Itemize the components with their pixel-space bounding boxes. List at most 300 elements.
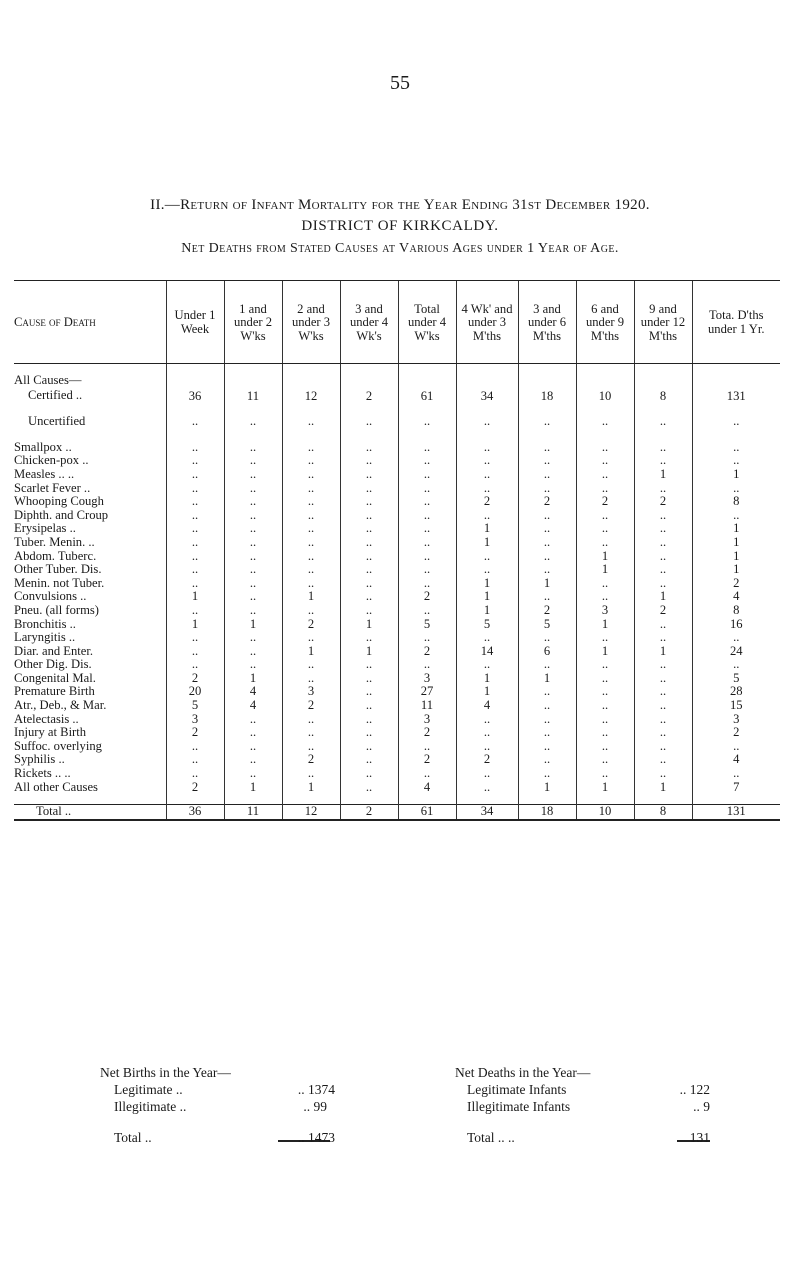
- value-cell: 5: [456, 618, 518, 632]
- cause-cell: Certified ..: [28, 387, 83, 402]
- value-cell: ..: [282, 713, 340, 727]
- value-cell: ..: [634, 441, 692, 455]
- value-cell: ..: [634, 509, 692, 523]
- value-cell: ..: [634, 482, 692, 496]
- net-births-legitimate-label: Legitimate ..: [114, 1082, 183, 1097]
- value-cell: ..: [282, 550, 340, 564]
- value-cell: ..: [634, 403, 692, 441]
- value-cell: ..: [692, 658, 780, 672]
- value-cell: 1: [518, 672, 576, 686]
- value-cell: ..: [340, 604, 398, 618]
- value-cell: 5: [166, 699, 224, 713]
- spacer-cell: [518, 364, 576, 388]
- value-cell: ..: [456, 563, 518, 577]
- value-cell: 1: [456, 577, 518, 591]
- value-cell: ..: [398, 403, 456, 441]
- cause-cell: Other Tuber. Dis.: [14, 562, 102, 577]
- value-cell: ..: [282, 536, 340, 550]
- value-cell: ..: [282, 468, 340, 482]
- value-cell: ..: [576, 726, 634, 740]
- value-cell: ..: [340, 495, 398, 509]
- value-cell: 36: [166, 388, 224, 404]
- value-cell: 1: [456, 604, 518, 618]
- value-cell: ..: [340, 767, 398, 781]
- value-cell: ..: [518, 482, 576, 496]
- value-cell: ..: [576, 685, 634, 699]
- header-col-10: Tota. D'ths under 1 Yr.: [692, 281, 780, 364]
- net-births-illegitimate-row: [100, 1098, 335, 1115]
- value-cell: 131: [692, 388, 780, 404]
- table-row: [14, 468, 780, 482]
- value-cell: 1: [456, 672, 518, 686]
- value-cell: ..: [224, 468, 282, 482]
- spacer-cell: [634, 364, 692, 388]
- table-row: [14, 590, 780, 604]
- value-cell: ..: [456, 726, 518, 740]
- value-cell: 3: [282, 685, 340, 699]
- value-cell: ..: [166, 645, 224, 659]
- value-cell: 1: [518, 577, 576, 591]
- value-cell: ..: [576, 454, 634, 468]
- table-row: [14, 713, 780, 727]
- value-cell: ..: [340, 454, 398, 468]
- value-cell: ..: [634, 658, 692, 672]
- value-cell: 2: [282, 753, 340, 767]
- value-cell: ..: [398, 767, 456, 781]
- value-cell: ..: [166, 441, 224, 455]
- value-cell: 2: [340, 805, 398, 820]
- net-births-heading: Net Births in the Year—: [100, 1065, 231, 1080]
- value-cell: ..: [282, 726, 340, 740]
- value-cell: ..: [340, 740, 398, 754]
- value-cell: ..: [398, 577, 456, 591]
- net-deaths-heading: Net Deaths in the Year—: [455, 1065, 591, 1080]
- value-cell: ..: [282, 658, 340, 672]
- value-cell: 1: [224, 672, 282, 686]
- value-cell: ..: [340, 631, 398, 645]
- value-cell: 1: [634, 590, 692, 604]
- value-cell: ..: [166, 753, 224, 767]
- value-cell: ..: [340, 482, 398, 496]
- value-cell: ..: [692, 454, 780, 468]
- value-cell: ..: [282, 577, 340, 591]
- value-cell: ..: [576, 658, 634, 672]
- district-title: DISTRICT OF KIRKCALDY.: [301, 218, 499, 234]
- value-cell: ..: [456, 509, 518, 523]
- value-cell: ..: [224, 454, 282, 468]
- value-cell: 6: [518, 645, 576, 659]
- table-row: [14, 495, 780, 509]
- value-cell: ..: [576, 577, 634, 591]
- value-cell: ..: [398, 604, 456, 618]
- cause-cell: Syphilis ..: [14, 752, 65, 767]
- value-cell: ..: [340, 726, 398, 740]
- table-row: [14, 509, 780, 523]
- value-cell: 5: [692, 672, 780, 686]
- value-cell: ..: [692, 767, 780, 781]
- value-cell: 1: [576, 550, 634, 564]
- value-cell: ..: [456, 441, 518, 455]
- value-cell: 8: [692, 495, 780, 509]
- value-cell: ..: [576, 672, 634, 686]
- value-cell: ..: [398, 509, 456, 523]
- table-row: [14, 604, 780, 618]
- net-deaths-total-row: [455, 1129, 710, 1146]
- value-cell: ..: [340, 403, 398, 441]
- net-deaths-block: [455, 1064, 710, 1146]
- value-cell: ..: [166, 740, 224, 754]
- value-cell: ..: [398, 495, 456, 509]
- spacer-cell: [166, 364, 224, 388]
- value-cell: ..: [398, 550, 456, 564]
- value-cell: ..: [224, 631, 282, 645]
- value-cell: 8: [692, 604, 780, 618]
- value-cell: 12: [282, 388, 340, 404]
- value-cell: ..: [282, 604, 340, 618]
- value-cell: 1: [456, 536, 518, 550]
- value-cell: 7: [692, 781, 780, 805]
- value-cell: 131: [692, 805, 780, 820]
- value-cell: ..: [634, 618, 692, 632]
- cause-cell: Measles .. ..: [14, 466, 75, 481]
- value-cell: 14: [456, 645, 518, 659]
- value-cell: ..: [282, 441, 340, 455]
- value-cell: 11: [224, 388, 282, 404]
- value-cell: 2: [634, 495, 692, 509]
- header-col-1: Under 1 Week: [166, 281, 224, 364]
- value-cell: ..: [518, 699, 576, 713]
- value-cell: ..: [166, 550, 224, 564]
- cause-cell: Atr., Deb., & Mar.: [14, 698, 107, 713]
- value-cell: ..: [692, 482, 780, 496]
- value-cell: 1: [692, 522, 780, 536]
- value-cell: 3: [692, 713, 780, 727]
- value-cell: ..: [282, 509, 340, 523]
- value-cell: ..: [166, 658, 224, 672]
- value-cell: 1: [166, 590, 224, 604]
- value-cell: ..: [224, 577, 282, 591]
- net-deaths-legitimate-label: Legitimate Infants: [467, 1082, 567, 1097]
- header-col-9: 9 and under 12 M'ths: [634, 281, 692, 364]
- value-cell: 4: [692, 590, 780, 604]
- value-cell: ..: [456, 403, 518, 441]
- cause-cell: Tuber. Menin. ..: [14, 534, 95, 549]
- cause-cell: Convulsions ..: [14, 589, 87, 604]
- value-cell: ..: [456, 631, 518, 645]
- cause-cell: Atelectasis ..: [14, 711, 79, 726]
- table-row: [14, 658, 780, 672]
- value-cell: ..: [634, 740, 692, 754]
- table-row: [14, 454, 780, 468]
- table-row: [14, 403, 780, 441]
- value-cell: 34: [456, 805, 518, 820]
- value-cell: ..: [398, 658, 456, 672]
- value-cell: ..: [456, 767, 518, 781]
- value-cell: ..: [340, 685, 398, 699]
- value-cell: 1: [634, 468, 692, 482]
- value-cell: 1: [692, 468, 780, 482]
- value-cell: ..: [456, 482, 518, 496]
- cause-cell: Diphth. and Croup: [14, 507, 109, 522]
- value-cell: ..: [456, 740, 518, 754]
- value-cell: ..: [398, 454, 456, 468]
- value-cell: ..: [282, 403, 340, 441]
- value-cell: 1: [692, 563, 780, 577]
- value-cell: ..: [518, 631, 576, 645]
- table-row: [14, 672, 780, 686]
- net-deaths-illegitimate-label: Illegitimate Infants: [467, 1099, 571, 1114]
- net-births-total-value: .. 1473: [297, 1130, 335, 1145]
- table-row: [14, 563, 780, 577]
- value-cell: ..: [576, 522, 634, 536]
- table-row: [14, 536, 780, 550]
- value-cell: 4: [692, 753, 780, 767]
- table-body: [14, 364, 780, 820]
- value-cell: 61: [398, 388, 456, 404]
- value-cell: ..: [340, 699, 398, 713]
- value-cell: ..: [340, 563, 398, 577]
- cause-cell: Congenital Mal.: [14, 670, 96, 685]
- header-row: [14, 281, 780, 364]
- spacer-cell: [398, 364, 456, 388]
- value-cell: ..: [634, 563, 692, 577]
- value-cell: ..: [576, 631, 634, 645]
- value-cell: ..: [456, 658, 518, 672]
- value-cell: ..: [224, 522, 282, 536]
- value-cell: ..: [634, 753, 692, 767]
- cause-cell: Suffoc. overlying: [14, 738, 102, 753]
- value-cell: 36: [166, 805, 224, 820]
- value-cell: 4: [224, 699, 282, 713]
- value-cell: ..: [576, 468, 634, 482]
- value-cell: ..: [224, 550, 282, 564]
- value-cell: ..: [398, 631, 456, 645]
- value-cell: 18: [518, 388, 576, 404]
- spacer-cell: [576, 364, 634, 388]
- value-cell: 1: [518, 781, 576, 805]
- value-cell: 1: [576, 563, 634, 577]
- value-cell: 10: [576, 805, 634, 820]
- value-cell: ..: [282, 631, 340, 645]
- value-cell: ..: [224, 740, 282, 754]
- value-cell: ..: [398, 536, 456, 550]
- table-row: [14, 550, 780, 564]
- table-row: [14, 645, 780, 659]
- header-col-7: 3 and under 6 M'ths: [518, 281, 576, 364]
- cause-cell: Whooping Cough: [14, 494, 104, 509]
- value-cell: ..: [340, 577, 398, 591]
- value-cell: ..: [576, 753, 634, 767]
- net-births-block: [100, 1064, 335, 1146]
- value-cell: 2: [340, 388, 398, 404]
- value-cell: ..: [518, 767, 576, 781]
- value-cell: 18: [518, 805, 576, 820]
- value-cell: 12: [282, 805, 340, 820]
- value-cell: ..: [634, 522, 692, 536]
- table-row: [14, 740, 780, 754]
- value-cell: 2: [518, 604, 576, 618]
- value-cell: 1: [340, 618, 398, 632]
- value-cell: ..: [634, 726, 692, 740]
- value-cell: ..: [224, 495, 282, 509]
- value-cell: 20: [166, 685, 224, 699]
- value-cell: 3: [398, 672, 456, 686]
- value-cell: 2: [282, 699, 340, 713]
- value-cell: ..: [456, 713, 518, 727]
- value-cell: ..: [398, 482, 456, 496]
- value-cell: ..: [518, 685, 576, 699]
- net-deaths-illegitimate-row: [455, 1098, 710, 1115]
- value-cell: ..: [576, 509, 634, 523]
- value-cell: 3: [398, 713, 456, 727]
- value-cell: ..: [518, 590, 576, 604]
- value-cell: 3: [576, 604, 634, 618]
- value-cell: ..: [166, 604, 224, 618]
- table-row: [14, 685, 780, 699]
- value-cell: ..: [518, 753, 576, 767]
- value-cell: ..: [456, 468, 518, 482]
- cause-cell: Other Dig. Dis.: [14, 657, 92, 672]
- value-cell: ..: [340, 550, 398, 564]
- value-cell: ..: [340, 753, 398, 767]
- value-cell: 15: [692, 699, 780, 713]
- value-cell: ..: [166, 468, 224, 482]
- value-cell: ..: [224, 604, 282, 618]
- value-cell: 2: [282, 618, 340, 632]
- value-cell: ..: [576, 767, 634, 781]
- value-cell: 3: [166, 713, 224, 727]
- value-cell: 5: [518, 618, 576, 632]
- cause-cell: Bronchitis ..: [14, 616, 76, 631]
- value-cell: ..: [224, 726, 282, 740]
- value-cell: 2: [398, 645, 456, 659]
- value-cell: 1: [456, 522, 518, 536]
- value-cell: 1: [224, 618, 282, 632]
- table-row: [14, 767, 780, 781]
- value-cell: ..: [518, 713, 576, 727]
- value-cell: 34: [456, 388, 518, 404]
- value-cell: ..: [398, 441, 456, 455]
- net-births-illegitimate-value: .. 99: [303, 1099, 327, 1114]
- value-cell: ..: [166, 767, 224, 781]
- value-cell: 1: [692, 536, 780, 550]
- value-cell: ..: [166, 522, 224, 536]
- value-cell: ..: [518, 726, 576, 740]
- report-title: II.—Return of Infant Mortality for the Year Ending 31st December 1920.: [150, 197, 650, 213]
- value-cell: 1: [692, 550, 780, 564]
- value-cell: ..: [166, 577, 224, 591]
- value-cell: ..: [340, 658, 398, 672]
- value-cell: ..: [576, 482, 634, 496]
- value-cell: ..: [576, 536, 634, 550]
- net-deaths-legitimate-row: [455, 1081, 710, 1098]
- mortality-table-container: [14, 280, 780, 821]
- value-cell: 11: [224, 805, 282, 820]
- spacer-cell: [224, 364, 282, 388]
- value-cell: ..: [518, 403, 576, 441]
- value-cell: ..: [282, 672, 340, 686]
- net-births-total-row: [100, 1129, 335, 1146]
- value-cell: 4: [398, 781, 456, 805]
- value-cell: ..: [282, 454, 340, 468]
- value-cell: ..: [576, 590, 634, 604]
- value-cell: ..: [340, 781, 398, 805]
- value-cell: ..: [634, 672, 692, 686]
- cause-cell: Erysipelas ..: [14, 521, 76, 536]
- value-cell: ..: [634, 550, 692, 564]
- value-cell: ..: [224, 482, 282, 496]
- value-cell: 2: [166, 672, 224, 686]
- cause-cell: Uncertified: [28, 414, 86, 429]
- value-cell: ..: [518, 509, 576, 523]
- net-deaths-legitimate-value: .. 122: [679, 1082, 710, 1097]
- value-cell: ..: [224, 536, 282, 550]
- value-cell: 2: [692, 726, 780, 740]
- value-cell: 1: [576, 645, 634, 659]
- value-cell: ..: [166, 631, 224, 645]
- value-cell: ..: [692, 441, 780, 455]
- value-cell: 2: [692, 577, 780, 591]
- value-cell: ..: [224, 590, 282, 604]
- value-cell: ..: [166, 403, 224, 441]
- value-cell: ..: [340, 509, 398, 523]
- value-cell: 27: [398, 685, 456, 699]
- table-row: [14, 753, 780, 767]
- cause-cell: Premature Birth: [14, 684, 95, 699]
- header-col-3: 2 and under 3 W'ks: [282, 281, 340, 364]
- value-cell: ..: [224, 645, 282, 659]
- value-cell: ..: [282, 740, 340, 754]
- table-row: [14, 618, 780, 632]
- value-cell: ..: [398, 563, 456, 577]
- value-cell: ..: [576, 699, 634, 713]
- table-row: [14, 441, 780, 455]
- value-cell: ..: [224, 753, 282, 767]
- net-deaths-illegitimate-value: .. 9: [693, 1099, 710, 1114]
- value-cell: 2: [634, 604, 692, 618]
- value-cell: 2: [456, 495, 518, 509]
- table-row: [14, 482, 780, 496]
- value-cell: ..: [166, 482, 224, 496]
- value-cell: 1: [224, 781, 282, 805]
- total-row: [14, 805, 780, 820]
- value-cell: ..: [398, 522, 456, 536]
- value-cell: 1: [456, 685, 518, 699]
- table-row: [14, 631, 780, 645]
- cause-cell: Injury at Birth: [14, 725, 87, 740]
- value-cell: ..: [456, 550, 518, 564]
- cause-cell: Abdom. Tuberc.: [14, 548, 97, 563]
- table-row: [14, 522, 780, 536]
- cause-cell: Pneu. (all forms): [14, 602, 99, 617]
- all-causes-label: All Causes—: [14, 373, 82, 387]
- value-cell: 2: [518, 495, 576, 509]
- header-col-2: 1 and under 2 W'ks: [224, 281, 282, 364]
- table-row: [14, 577, 780, 591]
- value-cell: 1: [282, 645, 340, 659]
- cause-cell: Chicken-pox ..: [14, 453, 89, 468]
- value-cell: ..: [224, 713, 282, 727]
- cause-cell: Scarlet Fever ..: [14, 480, 91, 495]
- value-cell: 11: [398, 699, 456, 713]
- net-births-illegitimate-label: Illegitimate ..: [114, 1099, 187, 1114]
- cause-cell: Menin. not Tuber.: [14, 575, 105, 590]
- value-cell: 1: [340, 645, 398, 659]
- value-cell: ..: [340, 536, 398, 550]
- value-cell: 1: [282, 590, 340, 604]
- table-subtitle: Net Deaths from Stated Causes at Various Ages under 1 Year of Age.: [181, 241, 619, 256]
- cause-cell: Laryngitis ..: [14, 630, 76, 645]
